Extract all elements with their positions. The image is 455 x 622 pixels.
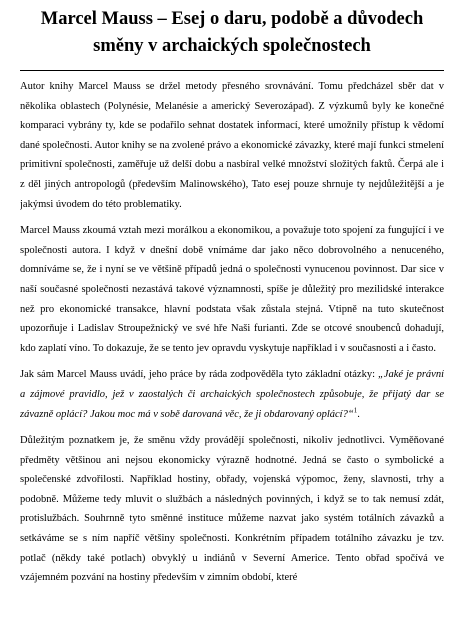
mauss-quote: „Jaké je právní a zájmové pravidlo, jež v zaostalých či archaických společnostech způsobuje, že přijatý dar se závazně oplácí? Jakou moc má v sobě darovaná věc, že ji obdarovaný oplácí?“ [20,369,444,420]
title-divider [20,70,444,71]
paragraph-2: Marcel Mauss zkoumá vztah mezi morálkou a ekonomikou, a považuje toto spojení za fungující i ve společnosti autora. I když v dnešní době vnímáme dar jako něco dobrovolného a nenuceného, domníváme se, že i nyní se ve většině případů jedná o společnosti vynucenou povinnost. Dar sice v naší současné společnosti nezastává takové významnosti, spíše je důležitý pro mezilidské interakce než pro ekonomické transakce, hlavní podstata však zůstala stejná. Vtipně na tuto skutečnost upozorňuje i Ladislav Stroupežnický ve své hře Naši furianti. Zde se otcové snoubenců dohadují, kdo zaplatí víno. To dokazuje, že se tento jev opravdu vyskytuje například i v současnosti a i často. [20,225,444,354]
document-title: Marcel Mauss – Esej o daru, podobě a důvodech směny v archaických společnostech [40,9,424,56]
paragraph-3 [20,365,444,424]
paragraph-3-end: . [357,408,360,420]
paragraph-4: Důležitým poznatkem je, že směnu vždy provádějí společnosti, nikoliv jednotlivci. Vyměňované předměty většinou ani nejsou ekonomicky výrazně hodnotné. Jedná se často o symbolické a společenské zdvořilosti. Například hostiny, obřady, vojenská výpomoc, ženy, slavnosti, trhy a podobně. Můžeme tedy mluvit o službách a následných povinných, i když se to tak nemusí zdát, protislužbách. Souhrnně tyto směnné instituce můžeme nazvat jako systém totálních závazků a setkáváme se s ním napříč většiny společnosti. Konkrétním případem totálního závazku je tzv. potlač (někdy také potlach) obvyklý u indiánů v Severní Americe. Tento obřad spočívá ve vzájemném pozvání na hostiny především v zimním období, které [20,435,444,584]
paragraph-3-text: Jak sám Marcel Mauss uvádí, jeho práce by ráda zodpověděla tyto základní otázky: [20,369,378,381]
document-page [20,0,444,622]
paragraph-1: Autor knihy Marcel Mauss se držel metody přesného srovnávání. Tomu předcházel sběr dat v několika oblastech (Polynésie, Melanésie a americký Severozápad). Z výzkumů byly ke konečné komparaci vybrány ty, kde se podařilo sehnat dostatek informací, které umožnily přístup k vědomí dané společnosti. Autor knihy se na zvolené právo a ekonomické závazky, které mají funkci stmelení primitivní společnosti, zaměřuje už delší dobu a nasbíral velké množství složitých faktů. Čerpá ale i z děl jiných antropologů (především Malinowského), Tato esej pouze shrnuje ty nejdůležitější a je jakýmsi úvodem do této problematiky. [20,81,444,210]
footnote-marker[interactable]: 1 [353,406,358,414]
